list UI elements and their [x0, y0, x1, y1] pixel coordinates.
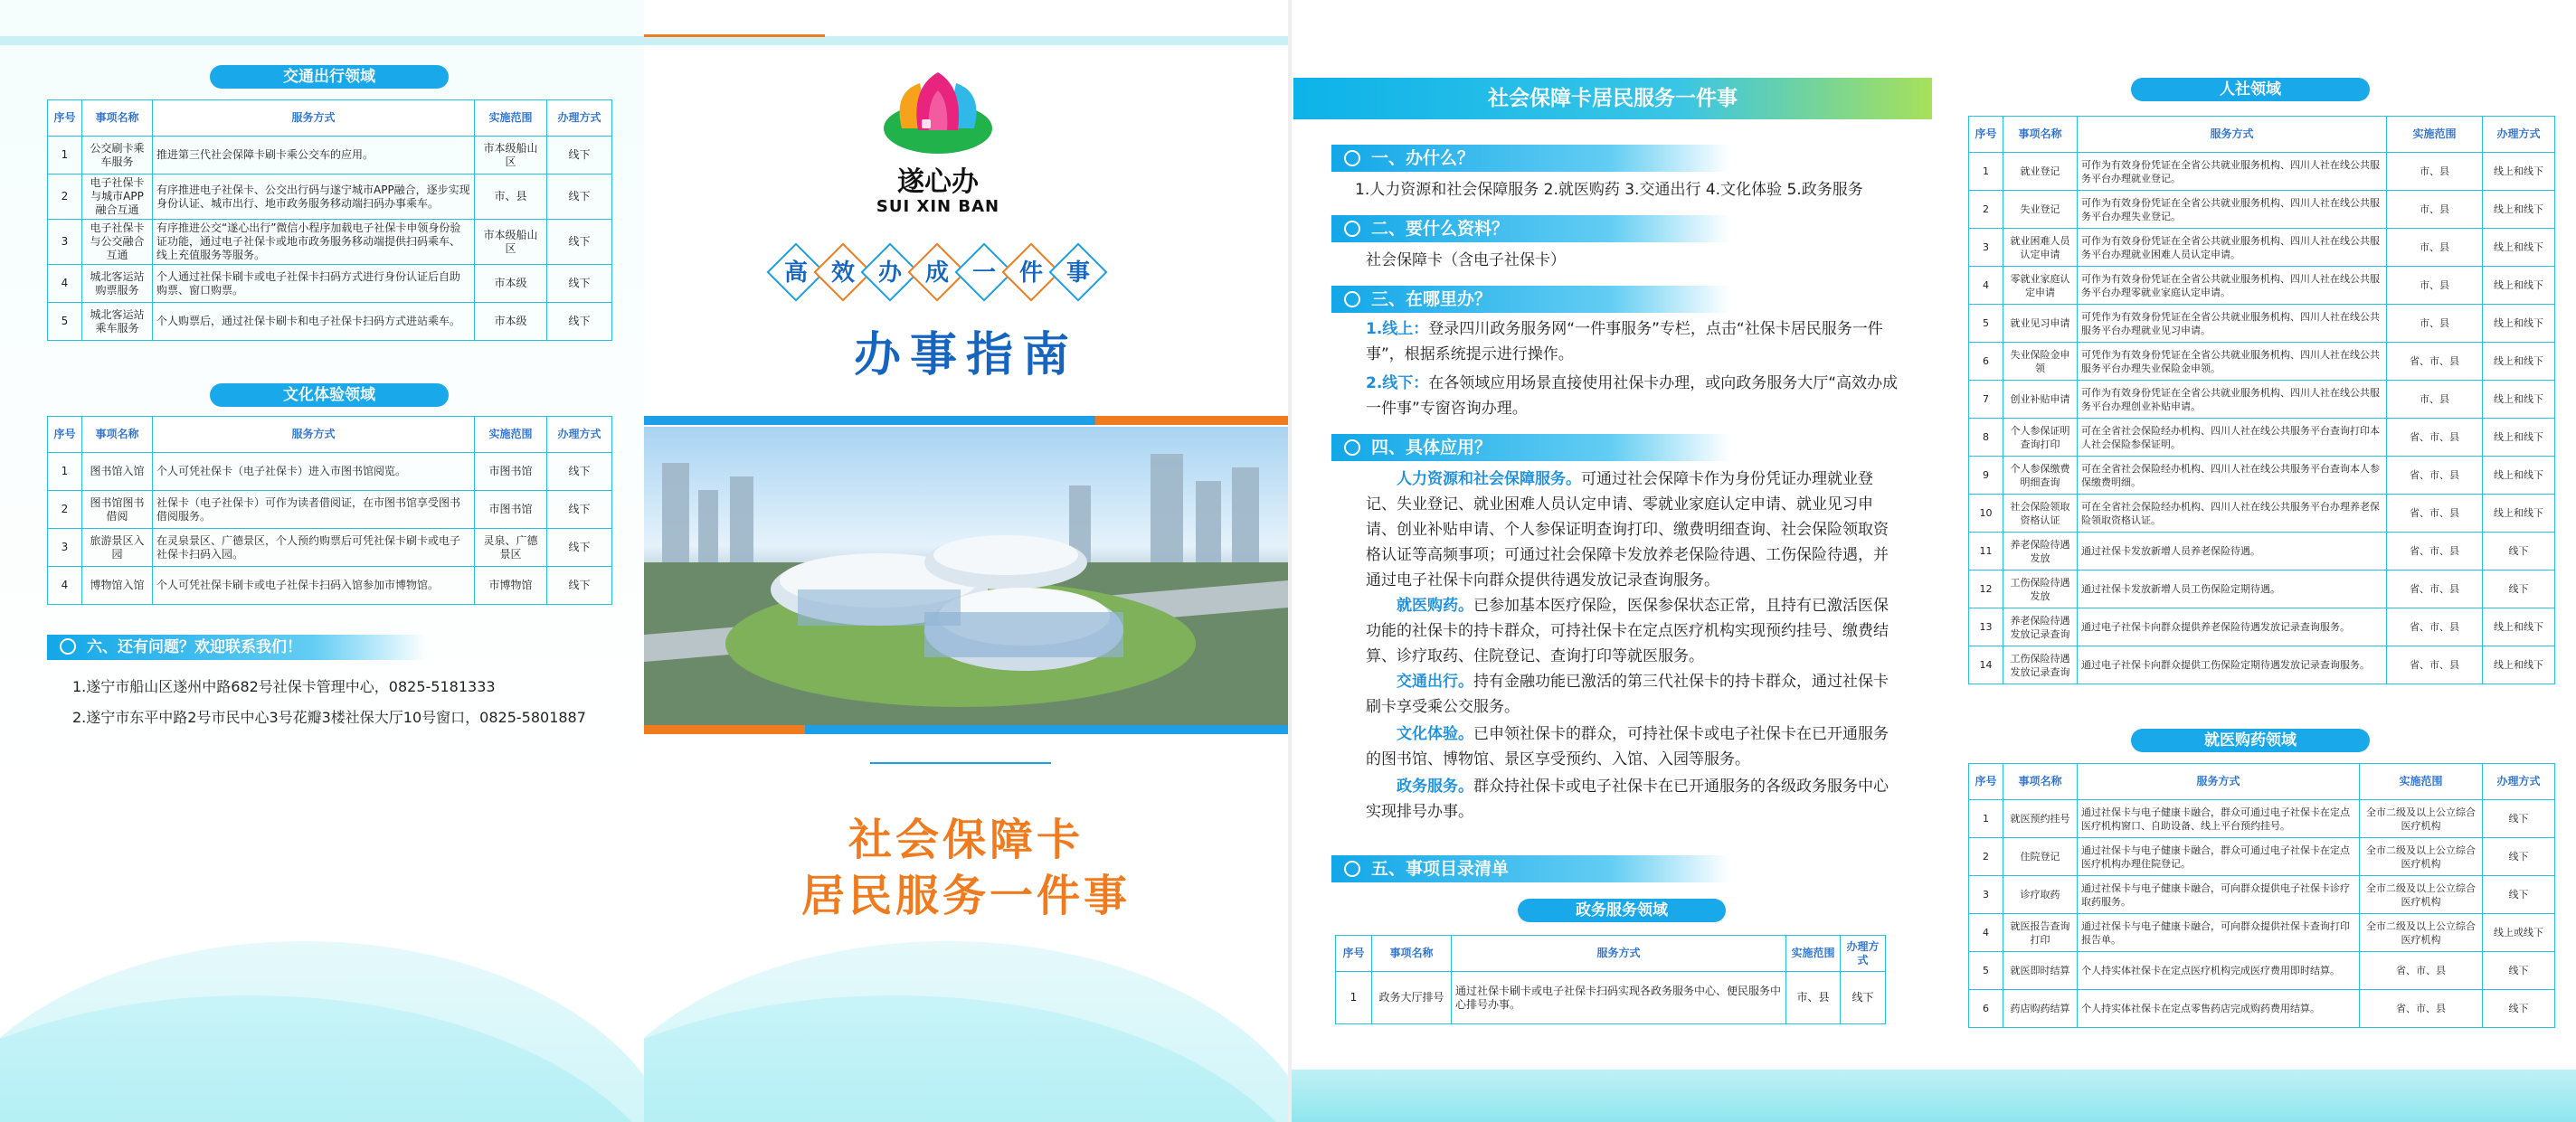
row-name: 工伤保险待遇发放记录查询	[2003, 646, 2078, 684]
row-method: 个人可凭社保卡（电子社保卡）进入市图书馆阅览。	[153, 453, 475, 491]
row-no: 4	[1969, 914, 2003, 952]
row-scope: 省、市、县	[2387, 343, 2483, 381]
back-panel	[0, 0, 644, 1122]
row-method: 通过社保卡与电子健康卡融合，可向群众提供社保卡查询打印报告单。	[2078, 914, 2360, 952]
row-name: 旅游景区入园	[82, 529, 153, 567]
row-scope: 省、市、县	[2387, 495, 2483, 533]
table-row	[1969, 457, 2555, 495]
section-4-bar	[1331, 434, 1729, 461]
row-scope: 省、市、县	[2387, 608, 2483, 646]
table-header-row	[1969, 117, 2555, 153]
row-method: 通过社保卡刷卡或电子社保卡扫码实现各政务服务中心、便民服务中心排号办事。	[1452, 972, 1786, 1024]
row-method: 通过社保卡发放新增人员养老保险待遇。	[2078, 533, 2387, 570]
table-row	[1969, 267, 2555, 305]
row-no: 13	[1969, 608, 2003, 646]
row-name: 图书馆入馆	[82, 453, 153, 491]
table-header-row	[48, 100, 612, 137]
bottom-band	[1936, 1070, 2576, 1122]
row-scope: 省、市、县	[2387, 457, 2483, 495]
table-row	[1969, 570, 2555, 608]
hr-table	[1968, 116, 2555, 684]
culture-section-title: 文化体验领域	[210, 383, 449, 407]
bottom-band	[1292, 1070, 1936, 1122]
table-row	[48, 265, 612, 303]
header-method: 服务方式	[2078, 764, 2360, 800]
row-method: 可在全省社会保险经办机构、四川人社在线公共服务平台查询本人参保缴费明细。	[2078, 457, 2387, 495]
row-scope: 市、县	[2387, 267, 2483, 305]
offline-label: 2.线下：	[1366, 374, 1429, 392]
row-no: 2	[1969, 191, 2003, 229]
civic-center-photo	[644, 427, 1288, 725]
row-scope: 市、县	[1786, 972, 1841, 1024]
row-mode: 线下	[2483, 952, 2555, 990]
section-4-hr	[1366, 467, 1899, 593]
section-5-title: 五、事项目录清单	[1371, 859, 1510, 879]
header-scope: 实施范围	[1786, 936, 1841, 972]
gov-label: 政务服务。	[1397, 778, 1473, 796]
photo-top-stripe	[644, 416, 1288, 425]
section-1-title: 一、办什么？	[1371, 148, 1475, 168]
slogan-char: 一	[971, 259, 996, 287]
header-mode: 办理方式	[547, 417, 612, 453]
row-no: 5	[1969, 305, 2003, 343]
medical-section-title: 就医购药领域	[2131, 729, 2370, 752]
row-no: 4	[48, 567, 82, 605]
row-method: 可作为有效身份凭证在全省公共就业服务机构、四川人社在线公共服务平台办理零就业家庭认定申请。	[2078, 267, 2387, 305]
top-band	[644, 36, 1288, 45]
row-no: 11	[1969, 533, 2003, 570]
row-mode: 线上和线下	[2483, 191, 2555, 229]
row-name: 图书馆图书借阅	[82, 491, 153, 529]
row-mode: 线下	[2483, 533, 2555, 570]
row-scope: 市本级船山区	[475, 220, 547, 265]
row-name: 零就业家庭认定申请	[2003, 267, 2078, 305]
table-row	[48, 491, 612, 529]
row-name: 创业补贴申请	[2003, 381, 2078, 419]
slogan-row	[775, 244, 1110, 300]
table-row	[1969, 608, 2555, 646]
row-method: 个人持实体社保卡在定点零售药店完成购药费用结算。	[2078, 990, 2360, 1028]
row-scope: 市、县	[475, 174, 547, 220]
row-scope: 市本级	[475, 265, 547, 303]
front-cover-panel	[644, 0, 1288, 1122]
row-scope: 灵泉、广德景区	[475, 529, 547, 567]
hr-label: 人力资源和社会保障服务。	[1397, 470, 1581, 488]
header-no: 序号	[48, 417, 82, 453]
row-name: 养老保险待遇发放记录查询	[2003, 608, 2078, 646]
row-method: 社保卡（电子社保卡）可作为读者借阅证，在市图书馆享受图书借阅服务。	[153, 491, 475, 529]
row-mode: 线下	[2483, 570, 2555, 608]
table-row	[1336, 972, 1886, 1024]
row-method: 可作为有效身份凭证在全省公共就业服务机构、四川人社在线公共服务平台办理就业困难人员认定申请。	[2078, 229, 2387, 267]
row-no: 2	[48, 174, 82, 220]
gov-section-title: 政务服务领域	[1518, 899, 1726, 922]
row-scope: 全市二级及以上公立综合医疗机构	[2360, 838, 2483, 876]
row-scope: 市图书馆	[475, 491, 547, 529]
photo-bottom-stripe	[644, 725, 1288, 734]
row-method: 通过电子社保卡向群众提供工伤保险定期待遇发放记录查询服务。	[2078, 646, 2387, 684]
bullet-circle-icon	[1344, 861, 1360, 877]
row-method: 可作为有效身份凭证在全省公共就业服务机构、四川人社在线公共服务平台办理就业登记。	[2078, 153, 2387, 191]
table-row	[1969, 495, 2555, 533]
row-no: 3	[48, 220, 82, 265]
header-method: 服务方式	[2078, 117, 2387, 153]
traffic-label: 交通出行。	[1397, 673, 1473, 691]
offline-text: 在各领域应用场景直接使用社保卡办理，或向政务服务大厅“高效办成一件事”专窗咨询办理。	[1366, 374, 1899, 418]
row-method: 个人持实体社保卡在定点医疗机构完成医疗费用即时结算。	[2078, 952, 2360, 990]
traffic-text: 持有金融功能已激活的第三代社保卡的持卡群众，通过社保卡刷卡享受乘公交服务。	[1366, 673, 1889, 716]
row-no: 12	[1969, 570, 2003, 608]
row-mode: 线下	[547, 265, 612, 303]
online-label: 1.线上：	[1366, 320, 1429, 338]
table-row	[1969, 343, 2555, 381]
row-method: 通过社保卡发放新增人员工伤保险定期待遇。	[2078, 570, 2387, 608]
header-method: 服务方式	[153, 100, 475, 137]
table-row	[48, 303, 612, 341]
row-no: 10	[1969, 495, 2003, 533]
lotus-icon	[875, 65, 1001, 165]
table-header-row	[1336, 936, 1886, 972]
contact-line-1: 1.遂宁市船山区遂州中路682号社保卡管理中心，0825-5181333	[72, 678, 496, 695]
row-mode: 线上或线下	[2483, 914, 2555, 952]
top-band	[0, 36, 644, 45]
row-scope: 市本级	[475, 303, 547, 341]
header-no: 序号	[1969, 117, 2003, 153]
table-header-row	[48, 417, 612, 453]
row-method: 可作为有效身份凭证在全省公共就业服务机构、四川人社在线公共服务平台办理创业补贴申请。	[2078, 381, 2387, 419]
table-row	[1969, 838, 2555, 876]
slogan-char: 办	[877, 259, 902, 287]
row-mode: 线上和线下	[2483, 608, 2555, 646]
traffic-table	[47, 99, 612, 341]
table-row	[48, 137, 612, 174]
contact-section-bar	[47, 635, 427, 660]
header-no: 序号	[1336, 936, 1372, 972]
bullet-circle-icon	[60, 638, 76, 655]
traffic-section-title: 交通出行领域	[210, 65, 449, 89]
row-scope: 全市二级及以上公立综合医疗机构	[2360, 800, 2483, 838]
section-2-bar	[1331, 215, 1729, 242]
culture-table	[47, 416, 612, 605]
inner-guide-panel	[1292, 0, 1936, 1122]
header-name: 事项名称	[2003, 117, 2078, 153]
table-header-row	[1969, 764, 2555, 800]
table-row	[1969, 914, 2555, 952]
row-scope: 省、市、县	[2360, 952, 2483, 990]
table-row	[1969, 419, 2555, 457]
row-no: 5	[1969, 952, 2003, 990]
bullet-circle-icon	[1344, 221, 1360, 237]
row-name: 就医报告查询打印	[2003, 914, 2078, 952]
row-mode: 线下	[547, 303, 612, 341]
deco-line	[870, 762, 1051, 764]
table-row	[1969, 381, 2555, 419]
row-method: 通过社保卡与电子健康卡融合，群众可通过电子社保卡在定点医疗机构办理住院登记。	[2078, 838, 2360, 876]
medical-table	[1968, 763, 2555, 1028]
row-name: 公交刷卡乘车服务	[82, 137, 153, 174]
row-name: 博物馆入馆	[82, 567, 153, 605]
row-name: 社会保险领取资格认证	[2003, 495, 2078, 533]
hr-section-title: 人社领域	[2131, 78, 2370, 101]
row-mode: 线上和线下	[2483, 495, 2555, 533]
section-1-bar	[1331, 145, 1729, 172]
table-row	[1969, 533, 2555, 570]
logo-english-name: SUI XIN BAN	[876, 197, 1000, 216]
table-row	[48, 174, 612, 220]
section-3-title: 三、在哪里办？	[1371, 289, 1492, 309]
table-row	[48, 567, 612, 605]
row-no: 2	[1969, 838, 2003, 876]
deco-line	[644, 34, 825, 37]
row-method: 个人通过社保卡刷卡或电子社保卡扫码方式进行身份认证后自助购票、窗口购票。	[153, 265, 475, 303]
row-name: 个人参保证明查询打印	[2003, 419, 2078, 457]
header-name: 事项名称	[82, 100, 153, 137]
header-scope: 实施范围	[475, 417, 547, 453]
header-scope: 实施范围	[2360, 764, 2483, 800]
main-title-line-2: 居民服务一件事	[800, 871, 1131, 921]
row-no: 9	[1969, 457, 2003, 495]
header-scope: 实施范围	[475, 100, 547, 137]
building-illustration	[644, 427, 1288, 725]
section-3-offline	[1366, 371, 1899, 421]
row-name: 养老保险待遇发放	[2003, 533, 2078, 570]
row-method: 个人购票后，通过社保卡刷卡和电子社保卡扫码方式进站乘车。	[153, 303, 475, 341]
table-row	[48, 220, 612, 265]
row-scope: 市、县	[2387, 191, 2483, 229]
medical-text: 已参加基本医疗保险，医保参保状态正常，且持有已激活医保功能的社保卡的持卡群众，可持社保卡在定点医疗机构实现预约挂号、缴费结算、诊疗取药、住院登记、查询打印等就医服务。	[1366, 597, 1889, 665]
row-scope: 市本级船山区	[475, 137, 547, 174]
row-method: 通过社保卡与电子健康卡融合，群众可通过电子社保卡在定点医疗机构窗口、自助设备、线上平台预约挂号。	[2078, 800, 2360, 838]
table-row	[1969, 191, 2555, 229]
table-row	[1969, 229, 2555, 267]
row-name: 药店购药结算	[2003, 990, 2078, 1028]
gov-text: 群众持社保卡或电子社保卡在已开通服务的各级政务服务中心实现排号办事。	[1366, 778, 1889, 821]
row-scope: 省、市、县	[2387, 646, 2483, 684]
guide-title: 办事指南	[853, 328, 1078, 382]
bullet-circle-icon	[1344, 439, 1360, 456]
slogan-char: 高	[783, 259, 808, 287]
hr-text: 可通过社会保障卡作为身份凭证办理就业登记、失业登记、就业困难人员认定申请、零就业家庭认定申请、就业见习申请、创业补贴申请、个人参保证明查询打印、缴费明细查询、社会保险领取资格认证等高频事项；可通过社会保障卡发放养老保险待遇、工伤保险待遇，并通过电子社保卡向群众提供待遇发放记录查询服务。	[1366, 470, 1889, 589]
row-name: 就业困难人员认定申请	[2003, 229, 2078, 267]
header-name: 事项名称	[82, 417, 153, 453]
row-mode: 线下	[1841, 972, 1886, 1024]
row-no: 3	[1969, 876, 2003, 914]
row-name: 就医即时结算	[2003, 952, 2078, 990]
row-mode: 线下	[547, 529, 612, 567]
header-no: 序号	[48, 100, 82, 137]
header-name: 事项名称	[2003, 764, 2078, 800]
row-no: 6	[1969, 343, 2003, 381]
row-scope: 全市二级及以上公立综合医疗机构	[2360, 876, 2483, 914]
section-4-gov	[1366, 774, 1899, 825]
row-name: 电子社保卡与公交融合互通	[82, 220, 153, 265]
row-no: 5	[48, 303, 82, 341]
row-no: 4	[1969, 267, 2003, 305]
inner-banner: 社会保障卡居民服务一件事	[1293, 78, 1932, 119]
sui-xin-ban-logo	[875, 65, 1001, 165]
section-4-title: 四、具体应用？	[1371, 438, 1492, 457]
row-name: 电子社保卡与城市APP融合互通	[82, 174, 153, 220]
row-mode: 线下	[547, 174, 612, 220]
table-row	[1969, 990, 2555, 1028]
tables-panel	[1936, 0, 2576, 1122]
row-scope: 省、市、县	[2387, 570, 2483, 608]
row-name: 工伤保险待遇发放	[2003, 570, 2078, 608]
table-row	[1969, 800, 2555, 838]
slogan-char: 件	[1018, 259, 1043, 287]
row-name: 就业见习申请	[2003, 305, 2078, 343]
row-name: 城北客运站购票服务	[82, 265, 153, 303]
header-mode: 办理方式	[1841, 936, 1886, 972]
row-method: 在灵泉景区、广德景区，个人预约购票后可凭社保卡刷卡或电子社保卡扫码入园。	[153, 529, 475, 567]
row-method: 可在全省社会保险经办机构、四川人社在线公共服务平台办理养老保险领取资格认证。	[2078, 495, 2387, 533]
row-mode: 线下	[547, 453, 612, 491]
gov-table	[1335, 935, 1886, 1024]
row-mode: 线下	[2483, 800, 2555, 838]
row-mode: 线上和线下	[2483, 343, 2555, 381]
table-row	[48, 453, 612, 491]
row-method: 可在全省社会保险经办机构、四川人社在线公共服务平台查询打印本人社会保险参保证明。	[2078, 419, 2387, 457]
table-row	[1969, 646, 2555, 684]
row-scope: 市博物馆	[475, 567, 547, 605]
row-mode: 线上和线下	[2483, 381, 2555, 419]
row-mode: 线下	[547, 491, 612, 529]
row-no: 3	[48, 529, 82, 567]
row-no: 2	[48, 491, 82, 529]
culture-label: 文化体验。	[1397, 725, 1473, 743]
row-mode: 线上和线下	[2483, 419, 2555, 457]
bullet-circle-icon	[1344, 291, 1360, 307]
section-1-text: 1.人力资源和社会保障服务 2.就医购药 3.交通出行 4.文化体验 5.政务服务	[1355, 181, 1863, 199]
header-scope: 实施范围	[2387, 117, 2483, 153]
table-row	[1969, 952, 2555, 990]
row-name: 城北客运站乘车服务	[82, 303, 153, 341]
header-method: 服务方式	[1452, 936, 1786, 972]
row-scope: 省、市、县	[2360, 990, 2483, 1028]
row-method: 可凭作为有效身份凭证在全省公共就业服务机构、四川人社在线公共服务平台办理失业保险金申领。	[2078, 343, 2387, 381]
row-method: 有序推进电子社保卡、公交出行码与遂宁城市APP融合，逐步实现身份认证、城市出行、地市政务服务移动端扫码办事乘车。	[153, 174, 475, 220]
section-4-culture	[1366, 721, 1899, 772]
bullet-circle-icon	[1344, 150, 1360, 166]
row-mode: 线下	[2483, 876, 2555, 914]
row-mode: 线上和线下	[2483, 153, 2555, 191]
row-no: 3	[1969, 229, 2003, 267]
header-mode: 办理方式	[2483, 764, 2555, 800]
medical-label: 就医购药。	[1397, 597, 1473, 615]
row-no: 7	[1969, 381, 2003, 419]
section-3-online	[1366, 316, 1899, 367]
row-mode: 线下	[547, 220, 612, 265]
header-no: 序号	[1969, 764, 2003, 800]
row-name: 失业登记	[2003, 191, 2078, 229]
table-row	[1969, 876, 2555, 914]
header-mode: 办理方式	[547, 100, 612, 137]
row-name: 就业登记	[2003, 153, 2078, 191]
row-name: 失业保险金申领	[2003, 343, 2078, 381]
row-no: 1	[48, 137, 82, 174]
row-scope: 市、县	[2387, 153, 2483, 191]
table-row	[1969, 305, 2555, 343]
slogan-char: 效	[830, 259, 855, 287]
row-name: 就医预约挂号	[2003, 800, 2078, 838]
section-4-traffic	[1366, 669, 1899, 720]
row-mode: 线下	[547, 567, 612, 605]
row-name: 诊疗取药	[2003, 876, 2078, 914]
row-scope: 市、县	[2387, 229, 2483, 267]
row-method: 个人可凭社保卡刷卡或电子社保卡扫码入馆参加市博物馆。	[153, 567, 475, 605]
row-mode: 线下	[547, 137, 612, 174]
row-no: 14	[1969, 646, 2003, 684]
row-scope: 省、市、县	[2387, 419, 2483, 457]
row-no: 6	[1969, 990, 2003, 1028]
row-mode: 线上和线下	[2483, 267, 2555, 305]
header-method: 服务方式	[153, 417, 475, 453]
contact-line-2: 2.遂宁市东平中路2号市民中心3号花瓣3楼社保大厅10号窗口，0825-5801887	[72, 709, 586, 726]
row-mode: 线下	[2483, 990, 2555, 1028]
row-mode: 线上和线下	[2483, 646, 2555, 684]
table-row	[48, 529, 612, 567]
row-name: 政务大厅排号	[1372, 972, 1452, 1024]
row-name: 住院登记	[2003, 838, 2078, 876]
section-3-bar	[1331, 286, 1729, 313]
row-mode: 线上和线下	[2483, 305, 2555, 343]
row-scope: 省、市、县	[2387, 533, 2483, 570]
header-name: 事项名称	[1372, 936, 1452, 972]
row-scope: 市、县	[2387, 381, 2483, 419]
row-method: 推进第三代社会保障卡刷卡乘公交车的应用。	[153, 137, 475, 174]
row-no: 1	[1969, 800, 2003, 838]
row-scope: 市图书馆	[475, 453, 547, 491]
row-no: 8	[1969, 419, 2003, 457]
row-name: 个人参保缴费明细查询	[2003, 457, 2078, 495]
contact-section-title: 六、还有问题？欢迎联系我们！	[87, 638, 302, 656]
row-method: 通过电子社保卡向群众提供养老保险待遇发放记录查询服务。	[2078, 608, 2387, 646]
row-method: 有序推进公交“遂心出行”微信小程序加载电子社保卡申领身份验证功能，通过电子社保卡或地市政务服务移动端提供扫码乘车、线上充值服务等服务。	[153, 220, 475, 265]
slogan-char: 事	[1065, 259, 1090, 287]
row-no: 1	[1336, 972, 1372, 1024]
row-scope: 全市二级及以上公立综合医疗机构	[2360, 914, 2483, 952]
culture-text: 已申领社保卡的群众，可持社保卡或电子社保卡在已开通服务的图书馆、博物馆、景区享受预约、入馆、入园等服务。	[1366, 725, 1889, 768]
row-scope: 市、县	[2387, 305, 2483, 343]
row-method: 可凭作为有效身份凭证在全省公共就业服务机构、四川人社在线公共服务平台办理就业见习申请。	[2078, 305, 2387, 343]
header-mode: 办理方式	[2483, 117, 2555, 153]
row-method: 可作为有效身份凭证在全省公共就业服务机构、四川人社在线公共服务平台办理失业登记。	[2078, 191, 2387, 229]
table-row	[1969, 153, 2555, 191]
section-4-medical	[1366, 593, 1899, 669]
main-title-line-1: 社会保障卡	[848, 815, 1084, 865]
row-no: 4	[48, 265, 82, 303]
row-mode: 线下	[2483, 838, 2555, 876]
row-method: 通过社保卡与电子健康卡融合，可向群众提供电子社保卡诊疗取药服务。	[2078, 876, 2360, 914]
section-5-bar	[1331, 855, 1729, 882]
section-2-text: 社会保障卡（含电子社保卡）	[1366, 251, 1566, 269]
row-mode: 线上和线下	[2483, 457, 2555, 495]
logo-chinese-name: 遂心办	[897, 166, 979, 198]
section-2-title: 二、要什么资料？	[1371, 219, 1510, 239]
online-text: 登录四川政务服务网“一件事服务”专栏，点击“社保卡居民服务一件事”，根据系统提示进行操作。	[1366, 320, 1883, 363]
slogan-char: 成	[924, 259, 949, 287]
row-no: 1	[1969, 153, 2003, 191]
row-mode: 线上和线下	[2483, 229, 2555, 267]
row-no: 1	[48, 453, 82, 491]
